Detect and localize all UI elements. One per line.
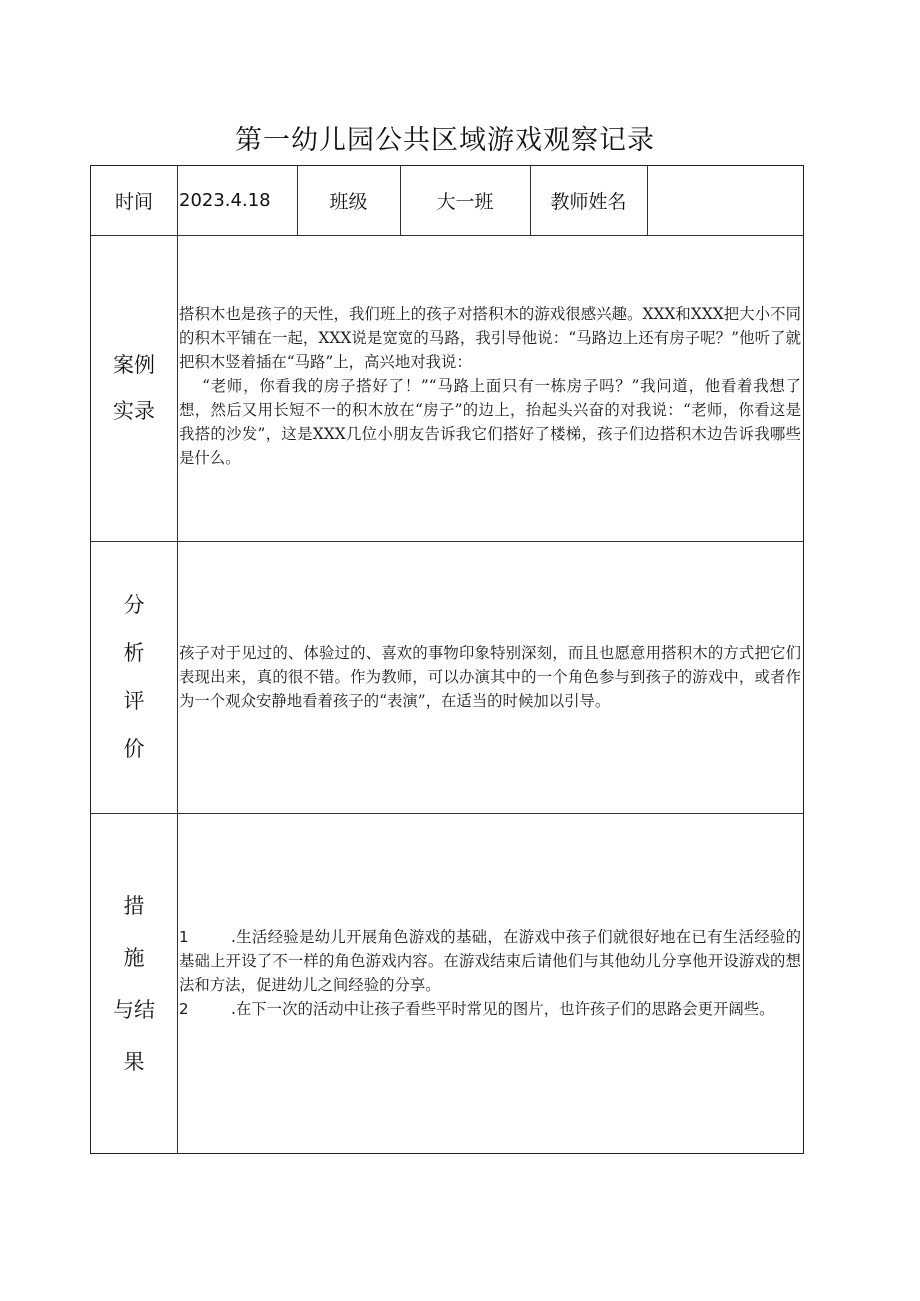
analysis-label (91, 541, 177, 813)
measures-label-char: 果 (123, 1050, 145, 1074)
measures-label-char: 与结 (113, 998, 155, 1022)
analysis-paragraph: 孩子对于见过的、体验过的、喜欢的事物印象特别深刻，而且也愿意用搭积木的方式把它们表现出来，真的很不错。作为教师，可以办演其中的一个角色参与到孩子的游戏中，或者作为一个观众安静地看着孩子的“表演”，在适当的时候加以引导。 (179, 644, 801, 710)
analysis-label-char: 评 (123, 689, 145, 713)
analysis-text (179, 641, 801, 713)
analysis-label-char: 析 (123, 641, 145, 665)
measures-text (179, 925, 801, 1021)
measure-number: 2 (179, 1000, 189, 1018)
measure-number: 1 (179, 928, 189, 946)
case-record-label (91, 235, 177, 541)
class-value: 大一班 (436, 191, 494, 213)
teacher-label: 教师姓名 (550, 191, 627, 213)
measure-item (179, 997, 801, 1021)
observation-record-table (90, 165, 804, 1154)
measure-item (179, 925, 801, 997)
class-label: 班级 (329, 191, 368, 213)
measure-item-text: .生活经验是幼儿开展角色游戏的基础，在游戏中孩子们就很好地在已有生活经验的基础上开设了不一样的角色游戏内容。在游戏结束后请他们与其他幼儿分享他开设游戏的想法和方法，促进幼儿之间经验的分享。 (179, 928, 801, 994)
case-record-label-line: 案例 (113, 353, 155, 377)
case-record-label-line: 实录 (113, 399, 155, 423)
measures-label-char: 措 (123, 894, 145, 918)
time-value: 2023.4.18 (179, 190, 271, 211)
analysis-label-char: 价 (123, 737, 145, 761)
measures-label-char: 施 (123, 946, 145, 970)
page-title: 第一幼儿园公共区域游戏观察记录 (235, 125, 655, 156)
analysis-label-char: 分 (123, 593, 145, 617)
case-record-paragraph: “老师，你看我的房子搭好了！”“马路上面只有一栋房子吗？”我问道，他看着我想了想，然后又用长短不一的积木放在“房子”的边上，抬起头兴奋的对我说：“老师，你看这是我搭的沙发”，这是XXX几位小朋友告诉我它们搭好了楼梯，孩子们边搭积木边告诉我哪些是什么。 (179, 377, 801, 467)
measure-item-text: .在下一次的活动中让孩子看些平时常见的图片，也许孩子们的思路会更开阔些。 (231, 1000, 775, 1018)
label-column-divider (177, 166, 178, 1153)
case-record-text (179, 302, 801, 470)
case-record-paragraph: 搭积木也是孩子的天性，我们班上的孩子对搭积木的游戏很感兴趣。XXX和XXX把大小不同的积木平铺在一起，XXX说是宽宽的马路，我引导他说：“马路边上还有房子呢？”他听了就把积木竖着插在“马路”上，高兴地对我说： (179, 305, 801, 371)
measures-label (91, 813, 177, 1155)
row-divider (91, 813, 803, 814)
row-divider (91, 541, 803, 542)
row-divider (91, 235, 803, 236)
teacher-value (647, 166, 805, 235)
time-label: 时间 (114, 191, 153, 213)
